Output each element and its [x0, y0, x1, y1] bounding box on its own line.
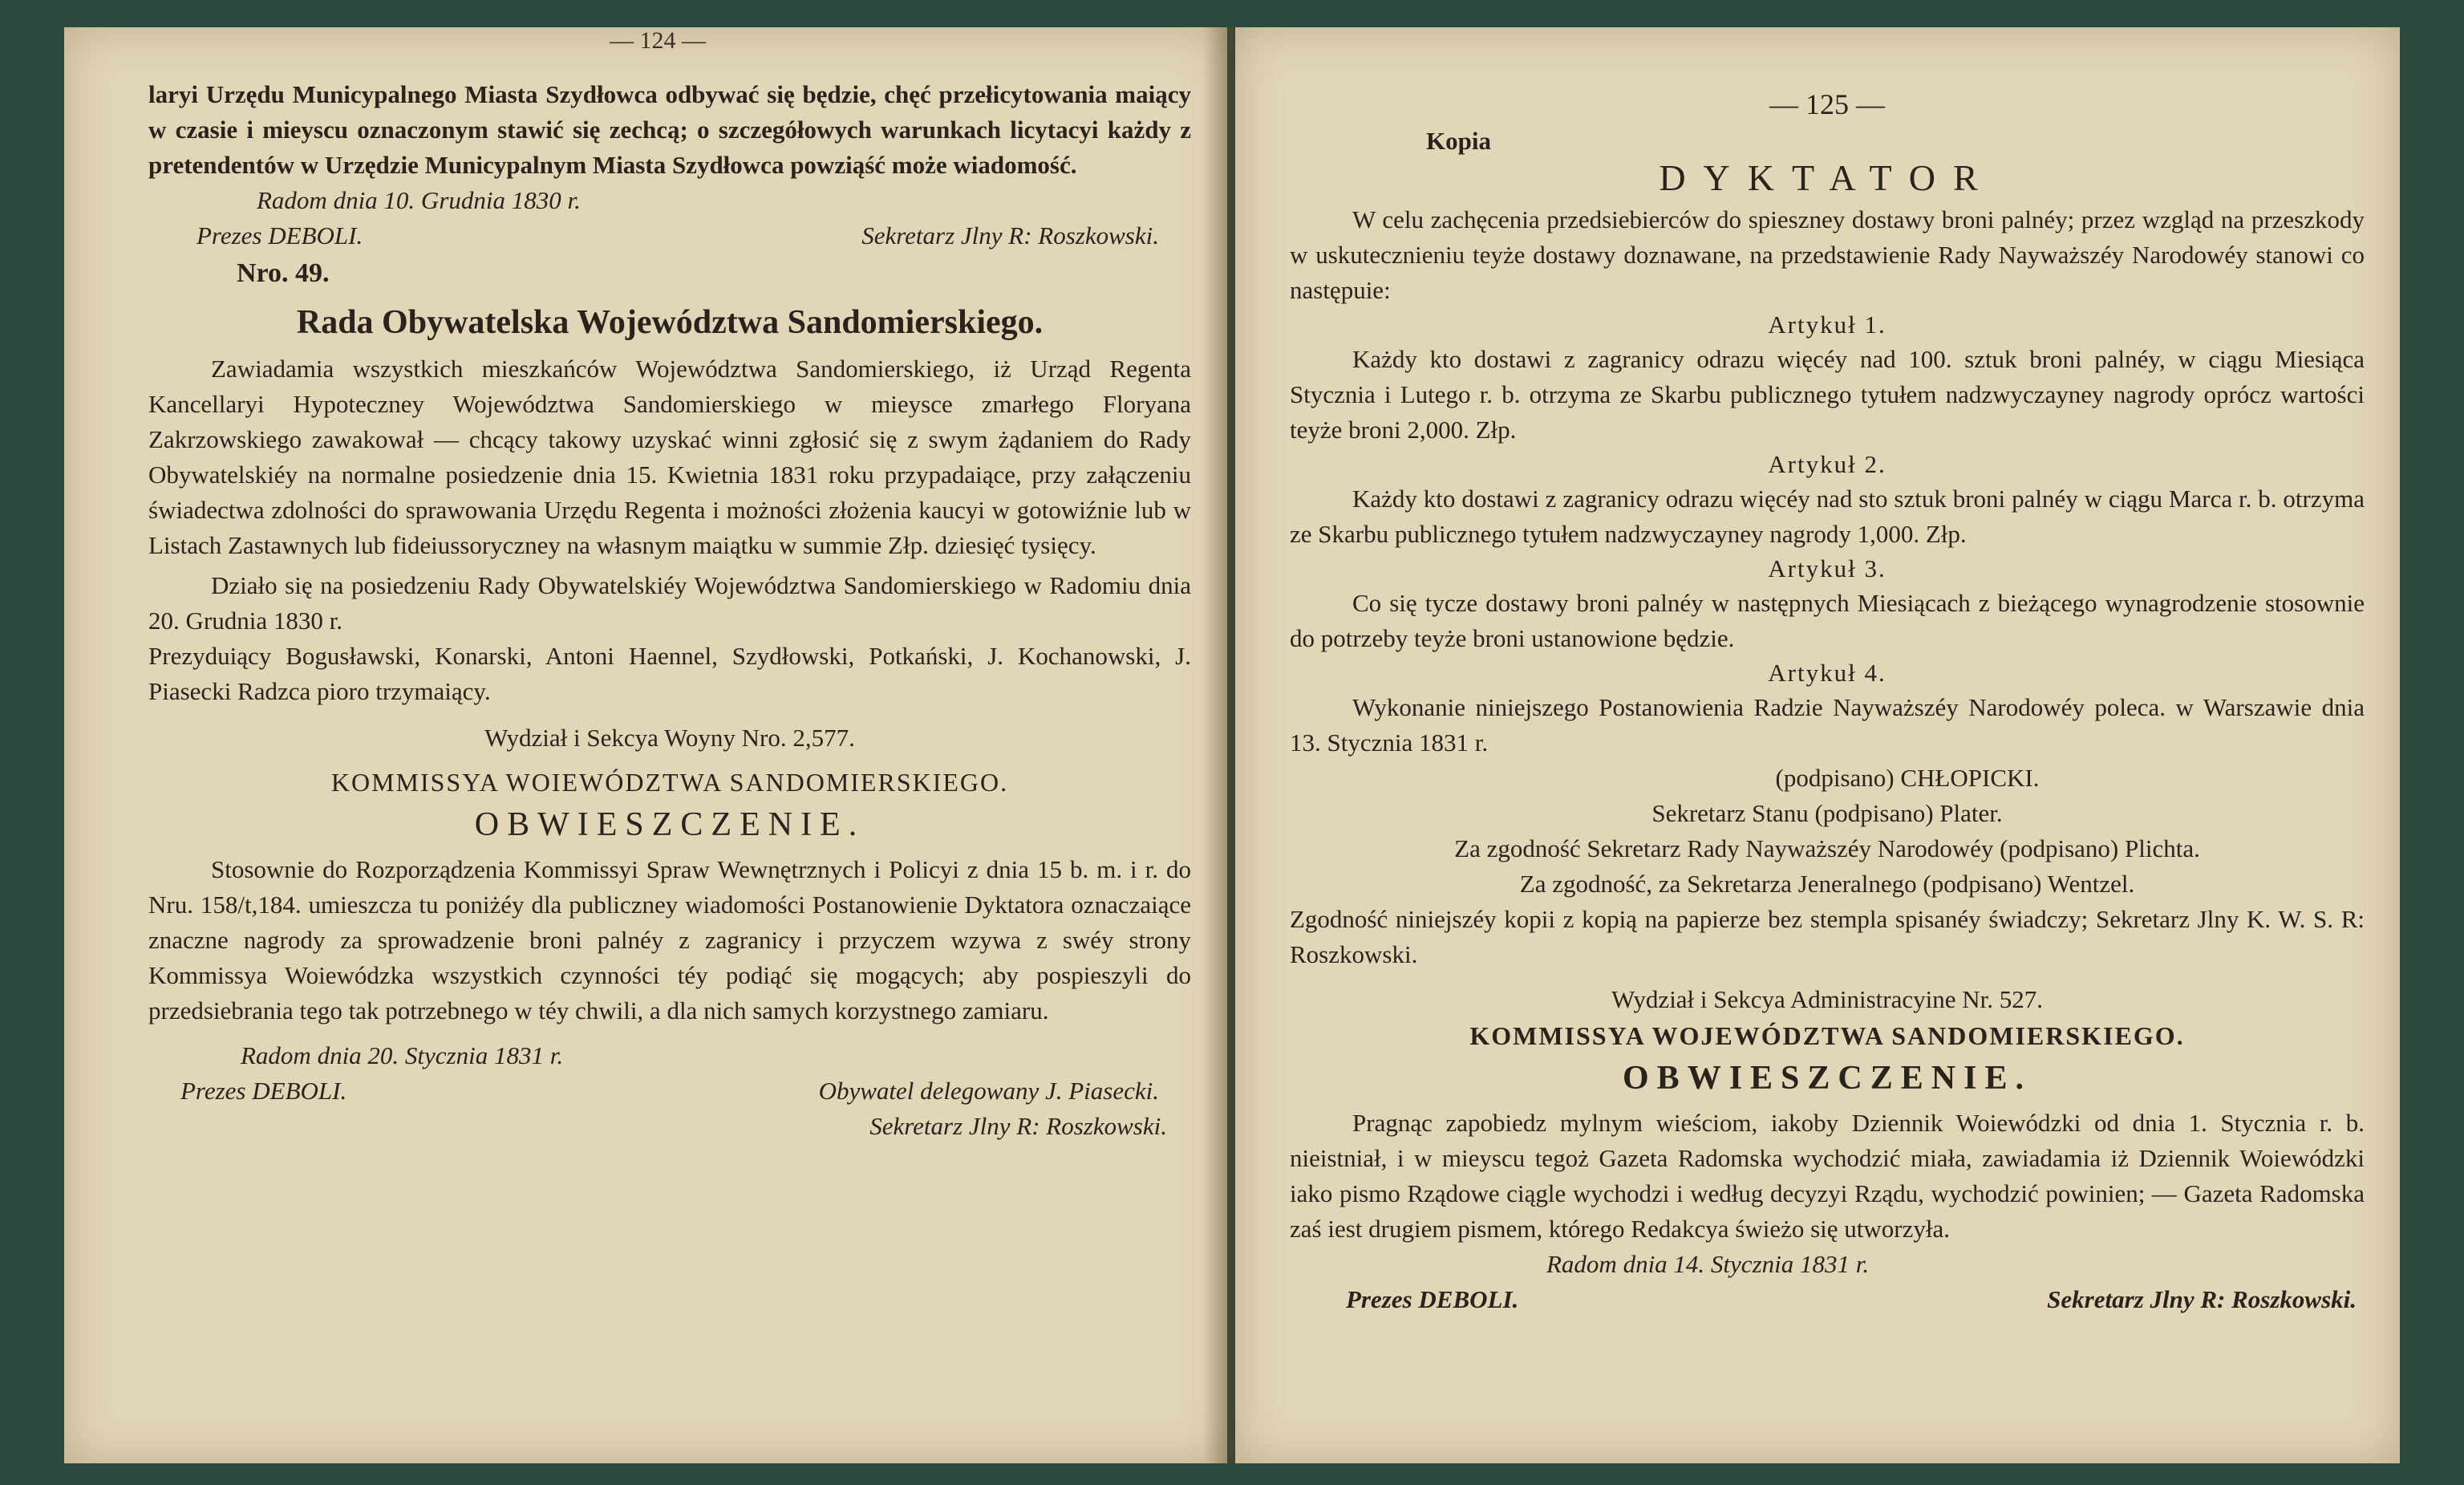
article-heading: Artykuł 1.: [1768, 310, 1886, 339]
paragraph-attestation: Zgodność niniejszéy kopii z kopią na papierze bez stempla spisanéy świadczy; Sekretarz Jlny K. W. S. R: Roszkowski.: [1290, 905, 2365, 968]
article-heading: Artykuł 3.: [1768, 554, 1886, 582]
signature-row: [148, 1109, 1167, 1144]
paragraph-intro: W celu zachęcenia przedsiebierców do spieszney dostawy broni palnéy; przez wzgląd na przeszkody w uskutecznieniu teyże dostawy doznawane, na przedstawienie Rady Nayważszéy Narodowéy stanowi co następuie:: [1290, 205, 2365, 304]
number-label: Nro. 49.: [237, 258, 330, 288]
signature-row: [197, 218, 1159, 254]
notice-title: OBWIESZCZENIE.: [474, 806, 865, 843]
signed-line: Sekretarz Stanu (podpisano) Plater.: [1651, 799, 2003, 827]
notice-title: OBWIESZCZENIE.: [1623, 1060, 2032, 1097]
signed-line: Za zgodność Sekretarz Rady Nayważszéy Narodowéy (podpisano) Plichta.: [1454, 834, 2200, 862]
paragraph-notice: Stosownie do Rozporządzenia Kommissyi Spraw Wewnętrznych i Policyi z dnia 15 b. m. i r. do Nru. 158/t,184. umieszcza tu poniżéy dla publiczney wiadomości Postanowienie Dyktatora oznaczaiące znaczne nagrody za sprowadzenie broni palnéy z zagranicy i przyczem wzywa z swéy strony Kommissya Woiewódzka wszystkich czynności téy podiąć się mogących; aby pospieszyli do przedsiebrania tego tak potrzebnego w téy chwili, a dla nich samych korzystnego zamiaru.: [148, 855, 1191, 1024]
section-heading: Rada Obywatelska Województwa Sandomierskiego.: [296, 304, 1044, 341]
article-text: Co się tycze dostawy broni palnéy w następnych Miesiącach z bieżącego wynagrodzenie stosownie do potrzeby teyże broni ustanowione będzie.: [1290, 589, 2365, 652]
article-heading: Artykuł 2.: [1768, 450, 1886, 478]
page-number: — 125 —: [1769, 88, 1885, 120]
right-page-content: [1290, 83, 2365, 1317]
date-line: Radom dnia 14. Stycznia 1831 r.: [1546, 1250, 1870, 1278]
department-line: Wydział i Sekcya Woyny Nro. 2,577.: [484, 724, 855, 752]
article-text: Każdy kto dostawi z zagranicy odrazu więcéy nad sto sztuk broni palnéy w ciągu Marca r. b. otrzyma ze Skarbu publicznego tytułem nadzwyczayney nagrody 1,000. Złp.: [1290, 485, 2365, 548]
signature-delegate: Obywatel delegowany J. Piasecki.: [818, 1077, 1159, 1105]
signature-prezes: Prezes DEBOLI.: [1346, 1285, 1519, 1313]
paragraph-announcement: Zawiadamia wszystkich mieszkańców Województwa Sandomierskiego, iż Urząd Regenta Kancellaryi Hypoteczney Województwa Sandomierskiego w mieysce zmarłego Floryana Zakrzowskiego zawakował — chcący takowy uzyskać winni zgłosić się z swym żądaniem do Rady Obywatelskiéy na normalne posiedzenie dnia 15. Kwietnia 1831 roku przypadaiące, przy załączeniu świadectwa zdolności do sprawowania Urzędu Regenta i możności złożenia kaucyi w gotowiźnie lub w Listach Zastawnych lub fideiussoryczney na własnym maiątku w summie Złp. dziesięć tysięcy.: [148, 355, 1191, 559]
paragraph-signatories: Prezyduiący Bogusławski, Konarski, Antoni Haennel, Szydłowski, Potkański, J. Kochanowski, J. Piasecki Radzca pioro trzymaiący.: [148, 642, 1191, 705]
signature-row: [1346, 1282, 2357, 1317]
signature-row: [180, 1073, 1159, 1109]
left-page: [64, 27, 1227, 1463]
paragraph-notice: Pragnąc zapobiedz mylnym wieściom, iakoby Dziennik Woiewódzki od dnia 1. Stycznia r. b. nieistniał, i w mieyscu tegoż Gazeta Radomska wychodzić miała, zawiadamia iż Dziennik Woiewódzki iako pismo Rządowe ciągle wychodzi i według decyzyi Rządu, wychodzić powinien; — Gazeta Radomska zaś iest drugiem pismem, którego Redakcya świeżo się utworzyła.: [1290, 1109, 2365, 1243]
signature-sekretarz: Sekretarz Jlny R: Roszkowski.: [869, 1112, 1167, 1140]
signature-sekretarz: Sekretarz Jlny R: Roszkowski.: [2047, 1285, 2357, 1313]
paragraph-auction: laryi Urzędu Municypalnego Miasta Szydłowca odbywać się będzie, chęć przełicytowania maiący w czasie i mieyscu oznaczonym stawić się zechcą; o szczegółowych warunkach licytacyi każdy z pretendentów w Urzędzie Municypalnym Miasta Szydłowca powziąść może wiadomość.: [148, 80, 1191, 179]
left-page-content: [148, 77, 1191, 1144]
department-line: Wydział i Sekcya Administracyine Nr. 527.: [1611, 985, 2043, 1013]
paragraph-session: Działo się na posiedzeniu Rady Obywatelskiéy Województwa Sandomierskiego w Radomiu dnia 20. Grudnia 1830 r.: [148, 571, 1191, 635]
article-heading: Artykuł 4.: [1768, 659, 1886, 687]
decree-title: DYKTATOR: [1659, 157, 1996, 198]
signature-prezes: Prezes DEBOLI.: [180, 1077, 347, 1105]
right-page: [1235, 27, 2400, 1463]
left-page-number: — 124 —: [610, 27, 706, 54]
article-text: Wykonanie niniejszego Postanowienia Radzie Nayważszéy Narodowéy poleca. w Warszawie dnia 13. Stycznia 1831 r.: [1290, 693, 2365, 757]
commission-heading: KOMMISSYA WOIEWÓDZTWA SANDOMIERSKIEGO.: [330, 768, 1009, 797]
copy-label: Kopia: [1426, 127, 1491, 155]
signed-line: (podpisano) CHŁOPICKI.: [1775, 764, 2040, 792]
signature-prezes: Prezes DEBOLI.: [197, 221, 363, 250]
signed-line: Za zgodność, za Sekretarza Jeneralnego (podpisano) Wentzel.: [1519, 870, 2135, 898]
date-line: Radom dnia 10. Grudnia 1830 r.: [257, 186, 581, 214]
commission-heading: KOMMISSYA WOJEWÓDZTWA SANDOMIERSKIEGO.: [1469, 1021, 2185, 1050]
date-line: Radom dnia 20. Stycznia 1831 r.: [241, 1041, 564, 1069]
article-text: Każdy kto dostawi z zagranicy odrazu więcéy nad 100. sztuk broni palnéy, w ciągu Miesiąca Stycznia i Lutego r. b. otrzyma ze Skarbu publicznego tytułem nadzwyczayney nagrody oprócz wartości teyże broni 2,000. Złp.: [1290, 345, 2365, 444]
signature-sekretarz: Sekretarz Jlny R: Roszkowski.: [861, 221, 1159, 250]
